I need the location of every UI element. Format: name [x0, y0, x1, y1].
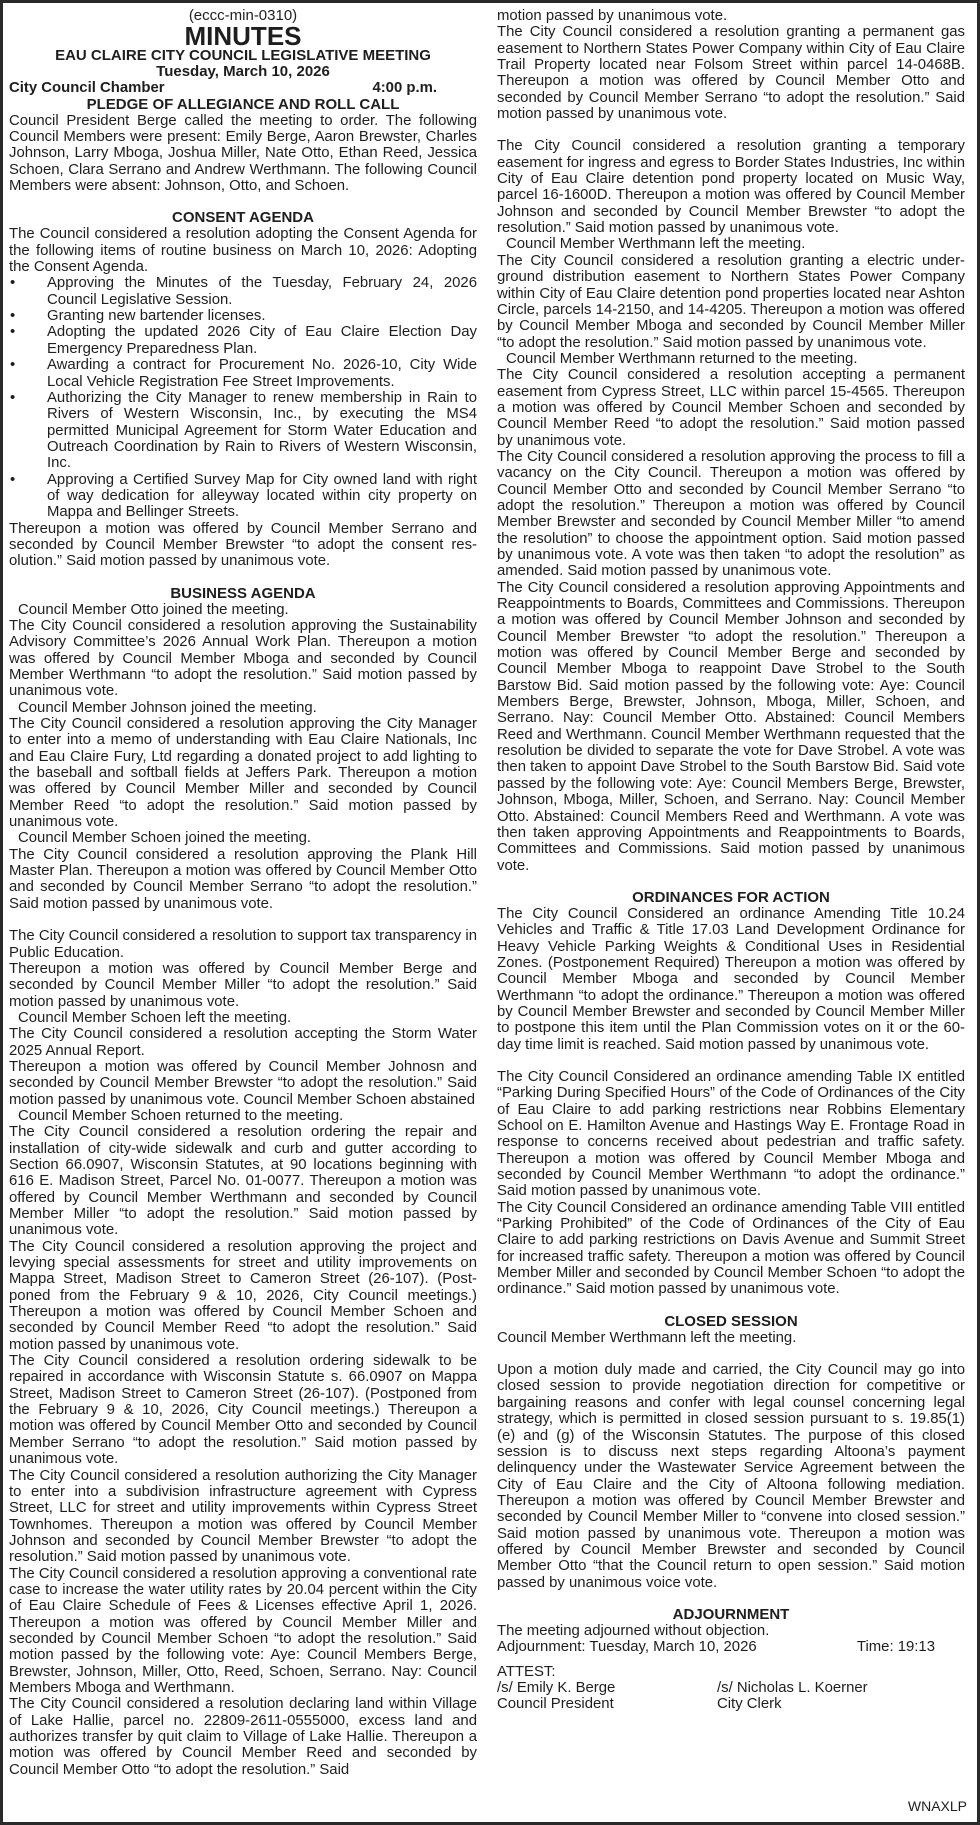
- closed-session-text: Upon a motion duly made and carried, the City Council may go into closed session to provide negotiation direction for competitive or bargaining reasons and confer with legal counsel concerning legal strategy, which is permitted in closed session pursuant to s. 19.85(1)(e) and (g) of the Wisconsin Statutes. The purpose of this closed session is to discuss next steps regarding Altoona’s payment delinquency under the Wastewater Service Agreement between the City of Eau Claire and the City of Altoona following mediation. Thereupon a motion was offered by Council Member Brewster and seconded by Council Member Miller to “convene into closed session.” Said motion passed by unanimous vote. Thereupon a motion was offered by Council Member Brewster and seconded by Council Member Otto “that the Council return to open session.” Said motion passed by unanimous voice vote.: [497, 1362, 965, 1591]
- document-title: MINUTES: [184, 21, 302, 52]
- agenda-item-paragraph: The City Council considered a resolution to support tax transparency in Public Education.: [9, 928, 477, 961]
- attendance-note: Council Member Schoen joined the meeting.: [18, 830, 312, 847]
- agenda-item-paragraph: The City Council considered a resolution approving the City Manager to enter into a memo of understanding with Eau Claire Nationals, Inc and Eau Claire Fury, Ltd regarding a donated project to add lighting to the baseball and softball fields at Jeffers Park. Thereupon a motion was offered by Council Member Miller and seconded by Council Member Reed “to adopt the resolution.” Said motion passed by unanimous vote.: [9, 716, 477, 831]
- agenda-item-paragraph: The City Council considered a resolution approving Appointments and Reappointments to Boards, Committees and Commissions. Thereupon a motion was offered by Council Member Johnson and seconded by Council Member Brewster “to adopt the resolution.” Thereupon a motion was offered by Council Member Berge and seconded by Council Member Mboga to reappoint Dave Strobel to the South Barstow Bid. Said motion passed by the following vote: Aye: Council Members Berge, Brewster, Johnson, Mboga, Miller, Schoen, and Serrano. Nay: Council Member Otto. Abstained: Council Members Reed and Werthmann. Council Member Werthmann requested that the resolution be divided to separate the vote for Dave Strobel. A vote was then taken to appoint Dave Strobel to the South Barstow Bid. Said vote passed by the following vote: Aye: Council Members Berge, Brewster, Johnson, Mboga, Miller, Schoen, and Serrano. Nay: Council Member Otto. Abstained: Council Members Reed and Werthmann. A vote was then taken approving Appointments and Reappointments to Boards, Committees and Commissions. Said motion passed by unanimous vote.: [497, 579, 965, 874]
- bullet-icon: •: [10, 471, 16, 488]
- adjournment-text: The meeting adjourned without objection.: [497, 1622, 770, 1639]
- agenda-item-paragraph: Thereupon a motion was offered by Council Member Johnosn and seconded by Council Member Brewster “to adopt the resolution.” Said motion passed by unanimous vote. Council Member Schoen abstained: [9, 1058, 477, 1108]
- attendance-note: Council Member Otto joined the meeting.: [18, 601, 289, 618]
- adjournment-date: Adjournment: Tuesday, March 10, 2026: [497, 1639, 757, 1656]
- agenda-item-paragraph: The City Council considered a resolution ordering sidewalk to be repaired in accordance with Wisconsin Statute s. 66.0907 on Mappa Street, Madison Street to Cameron Street (26-107). (Postponed from the February 9 & 10, 2026, City Council meetings.) Thereupon a motion was offered by Council Member Otto and seconded by Council Member Serrano “to adopt the resolution.” Said motion passed by unanimous vote.: [9, 1353, 477, 1468]
- business-agenda-right: [497, 8, 965, 874]
- spacer: [497, 1346, 965, 1362]
- meeting-time: 4:00 p.m.: [372, 80, 437, 97]
- agenda-item-paragraph: The City Council considered a resolution granting a temporary easement for ingress and egress to Border States Industries, Inc within City of Eau Claire detention pond property located on Music Way, parcel 16-1600D. Thereupon a motion was offered by Council Member Johnson and seconded by Council Member Brewster “to adopt the resolution.” Said motion passed by unanimous vote.: [497, 138, 965, 237]
- attendance-note: Council Member Johnson joined the meeting.: [18, 699, 317, 716]
- roll-call-heading: PLEDGE OF ALLEGIANCE AND ROLL CALL: [86, 95, 400, 113]
- closed-session-heading: CLOSED SESSION: [664, 1312, 798, 1330]
- ordinance-paragraph: The City Council Considered an ordinance amending Table IX entitled “Parking During Specified Hours” of the Code of Ordinances of the City of Eau Claire to add parking restrictions near Robbins Elementary School on E. Hamilton Avenue and Hastings Way E. Frontage Road in response to concerns received about pedestrian and traffic safety. Thereupon a motion was offered by Council Member Mboga and seconded by Council Member Werthmann “to adopt the ordinance.” Said motion passed by unanimous vote.: [497, 1068, 965, 1200]
- adjournment-row: [497, 1639, 965, 1655]
- clerk-title: City Clerk: [717, 1696, 782, 1713]
- attendance-note: Council Member Werthmann returned to the meeting.: [506, 350, 858, 367]
- bullet-icon: •: [10, 275, 16, 292]
- location-time-row: [9, 80, 477, 96]
- ordinance-paragraph: The City Council Considered an ordinance amending Table VIII entitled “Parking Prohibited” of the Code of Ordinances of the City of Eau Claire to add parking restrictions on Davis Avenue and Summit Street for increased traffic safety. Thereupon a motion was offered by Council Member Miller and seconded by Council Member Schoen “to adopt the ordinance.” Said motion passed by unanimous vote.: [497, 1199, 965, 1298]
- consent-agenda-list: [9, 275, 477, 520]
- agenda-item-paragraph: The City Council considered a resolution approving the Plank Hill Master Plan. Thereupon a motion was offered by Council Member Otto and seconded by Council Member Serrano “to adopt the resolution.” Said motion passed by unanimous vote.: [9, 846, 477, 912]
- attendance-note: Council Member Werthmann left the meeting.: [506, 236, 806, 253]
- president-title: Council President: [497, 1696, 614, 1713]
- ordinances-heading: ORDINANCES FOR ACTION: [632, 888, 830, 906]
- spacer: [497, 1591, 965, 1607]
- spacer: [497, 1298, 965, 1314]
- bullet-icon: •: [10, 308, 16, 325]
- signature-row: [497, 1680, 965, 1696]
- consent-item: • Granting new bartender licenses.: [10, 308, 266, 325]
- consent-item: • Approving the Minutes of the Tuesday, February 24, 2026 Council Legislative Session.: [10, 275, 477, 308]
- agenda-item-paragraph: The City Council considered a resolution approving the process to fill a vacancy on the City Council. Thereupon a motion was offered by Council Member Otto and seconded by Council Member Serrano “to adopt the resolution.” Thereupon a motion was offered by Council Member Brewster and seconded by Council Member Miller “to amend the resolution” to choose the appointment option. Said motion passed by unanimous vote. A vote was then taken “to adopt the resolution” as amended. Said motion passed by unanimous vote.: [497, 448, 965, 580]
- agenda-item-paragraph: motion passed by unanimous vote.: [497, 8, 728, 24]
- signature-title-row: [497, 1696, 965, 1712]
- consent-item: • Adopting the updated 2026 City of Eau Claire Election Day Emergency Preparedness Plan.: [10, 324, 477, 357]
- agenda-item-paragraph: The City Council considered a resolution approving the Sustainability Advisory Committee’s 2026 Annual Work Plan. Thereupon a motion was offered by Council Member Mboga and seconded by Council Member Werthmann “to adopt the resolution.” Said motion passed by unanimous vote.: [9, 617, 477, 700]
- consent-item: • Awarding a contract for Procurement No. 2026-10, City Wide Local Vehicle Registration Fee Street Improvements.: [10, 357, 477, 390]
- agenda-item-paragraph: The City Council considered a resolution authorizing the City Manager to enter into a subdivision infrastructure agreement with Cypress Street, LLC for street and utility improvements within Cypress Street Townhomes. Thereupon a motion was offered by Council Member Johnson and seconded by Council Member Brewster “to adopt the resolution.” Said motion passed by unanimous vote.: [9, 1467, 477, 1566]
- agenda-item-paragraph: The City Council considered a resolution ordering the repair and installation of city-wide sidewalk and curb and gutter according to Section 66.0907, Wisconsin Statutes, at 90 locations beginning with 616 E. Madison Street, Parcel No. 01-0077. Thereupon a motion was offered by Council Member Werthmann and seconded by Council Member Miller “to adopt the resolution.” Said motion passed by unanimous vote.: [9, 1124, 477, 1239]
- publication-code: WNAXLP: [907, 1797, 967, 1814]
- spacer: [497, 1656, 965, 1664]
- agenda-item-paragraph: The City Council considered a resolution granting a electric underground distribution easement to Northern States Power Company within City of Eau Claire detention pond properties located near Ashton Circle, parcels 14-2150, and 14-4205. Thereupon a motion was offered by Council Member Mboga and seconded by Council Member Miller “to adopt the resolution.” Said motion passed by unanimous vote.: [497, 252, 965, 351]
- adjournment-heading: ADJOURNMENT: [672, 1605, 790, 1623]
- meeting-date: Tuesday, March 10, 2026: [156, 63, 330, 81]
- agenda-item-paragraph: Thereupon a motion was offered by Council Member Berge and seconded by Council Member Miller “to adopt the resolution.” Said motion passed by unanimous vote.: [9, 960, 477, 1010]
- agenda-item-paragraph: The City Council considered a resolution approving a conventional rate case to increase the water utility rates by 20.04 percent within the City of Eau Claire Schedule of Fees & Licenses effective April 1, 2026. Thereupon a motion was offered by Council Member Miller and seconded by Council Member Schoen “to adopt the resolution.” Said motion passed by the following vote: Aye: Council Members Berge, Brewster, Johnson, Miller, Otto, Reed, Schoen, Serrano. Nay: Council Members Mboga and Werthmann.: [9, 1565, 477, 1696]
- consent-agenda-intro: The Council considered a resolution adopting the Consent Agenda for the following items of routine business on March 10, 2026: Adopting the Consent Agenda.: [9, 226, 477, 276]
- business-agenda-left: [9, 602, 477, 1778]
- spacer: [497, 122, 965, 138]
- attendance-note: Council Member Schoen returned to the meeting.: [18, 1107, 344, 1124]
- roll-call-text: Council President Berge called the meeting to order. The following Council Members were present: Emily Berge, Aaron Brewster, Charles Johnson, Larry Mboga, Joshua Miller, Nate Otto, Ethan Reed, Jessica Schoen, Clara Serrano and Andrew Werthmann. The following Council Members were absent: Johnson, Otto, and Schoen.: [9, 112, 477, 195]
- bullet-icon: •: [10, 357, 16, 374]
- attendance-note: Council Member Schoen left the meeting.: [18, 1009, 292, 1026]
- consent-agenda-heading: CONSENT AGENDA: [172, 209, 314, 227]
- bullet-icon: •: [10, 324, 16, 341]
- agenda-item-paragraph: The City Council considered a resolution approving the project and levying special assessments for street and utility improvements on Mappa Street, Madison Street to Cameron Street (26-107). (Postponed from the February 9 & 10, 2026, City Council meetings.) Thereupon a motion was offered by Council Member Schoen and seconded by Council Member Reed “to adopt the resolution.” Said motion passed by unanimous vote.: [9, 1238, 477, 1353]
- agenda-item-paragraph: The City Council considered a resolution granting a permanent gas easement to Northern States Power Company within City of Eau Claire Trail Property located near Folsom Street within parcel 14-0468B. Thereupon a motion was offered by Council Member Otto and seconded by Council Member Serrano “to adopt the resolution.” Said motion passed by unanimous vote.: [497, 24, 965, 123]
- agenda-item-paragraph: The City Council considered a resolution accepting the Storm Water 2025 Annual Report.: [9, 1026, 477, 1059]
- spacer: [9, 912, 477, 928]
- agenda-item-paragraph: The City Council considered a resolution accepting a permanent easement from Cypress Street, LLC within parcel 15-4565. Thereupon a motion was offered by Council Member Schoen and seconded by Council Member Reed “to adopt the resolution.” Said motion passed by unanimous vote.: [497, 367, 965, 449]
- consent-agenda-motion: Thereupon a motion was offered by Council Member Serrano and seconded by Council Member Brewster “to adopt the consent resolution.” Said motion passed by unanimous vote.: [9, 520, 477, 570]
- spacer: [9, 194, 477, 210]
- notice-reference: (eccc-min-0310): [188, 7, 298, 24]
- attest-label: ATTEST:: [497, 1663, 556, 1680]
- meeting-name: EAU CLAIRE CITY COUNCIL LEGISLATIVE MEETING: [55, 47, 431, 65]
- meeting-location: City Council Chamber: [9, 80, 165, 97]
- consent-item: • Authorizing the City Manager to renew membership in Rain to Rivers of Western Wisconsin, Inc., by executing the MS4 permitted Municipal Agreement for Storm Water Education and Outreach Coordination by Rain to Rivers of Western Wisconsin, Inc.: [10, 389, 477, 472]
- spacer: [9, 570, 477, 586]
- right-column: [487, 8, 965, 1822]
- closed-session-note: Council Member Werthmann left the meeting.: [497, 1329, 797, 1346]
- consent-item: • Approving a Certified Survey Map for City owned land with right of way dedication for alleyway located within city property on Mappa and Bellinger Streets.: [10, 471, 477, 521]
- ordinance-paragraph: The City Council Considered an ordinance Amending Title 10.24 Vehicles and Traffic & Title 17.03 Land Development Ordinance for Heavy Vehicle Parking Weights & Conditional Uses in Residential Zones. (Postponement Required) Thereupon a motion was offered by Council Member Mboga and seconded by Council Member Werthmann “to adopt the ordinance.” Thereupon a motion was offered by Council Member Brewster and seconded by Council Member Miller to postpone this item until the Plan Commission votes on it or the 60-day time limit is reached. Said motion passed by unanimous vote.: [497, 905, 965, 1053]
- spacer: [497, 1053, 965, 1069]
- adjournment-time: Time: 19:13: [856, 1639, 935, 1656]
- bullet-icon: •: [10, 389, 16, 406]
- clerk-signature: /s/ Nicholas L. Koerner: [717, 1679, 868, 1696]
- left-column: [9, 8, 487, 1822]
- agenda-item-paragraph: The City Council considered a resolution declaring land within Village of Lake Hallie, parcel no. 22809-2611-0555000, excess land and authorizes transfer by quit claim to Village of Lake Hallie. Thereupon a motion was offered by Council Member Reed and seconded by Council Member Otto “to adopt the resolution.” Said: [9, 1696, 477, 1778]
- president-signature: /s/ Emily K. Berge: [497, 1679, 616, 1696]
- spacer: [497, 874, 965, 890]
- business-agenda-heading: BUSINESS AGENDA: [170, 584, 316, 602]
